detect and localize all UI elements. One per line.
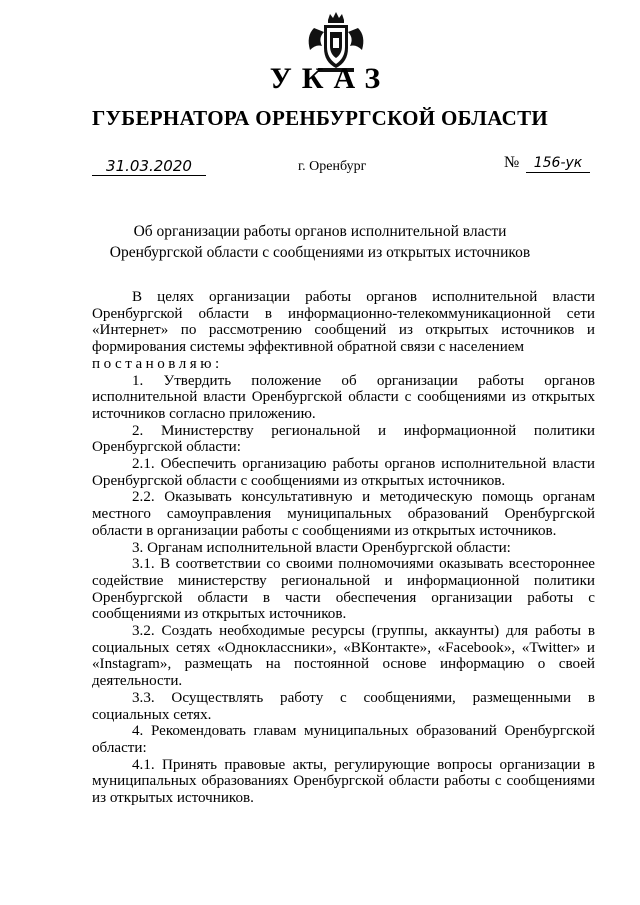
number-field <box>526 150 590 173</box>
paragraph-3-3: 3.3. Осуществлять работу с сообщениями, размещенными в социальных сетях. <box>92 689 595 723</box>
governor-heading: ГУБЕРНАТОРА ОРЕНБУРГСКОЙ ОБЛАСТИ <box>91 106 549 130</box>
postanovlyayu-line: постановляю: <box>92 355 223 372</box>
date-field <box>92 153 206 176</box>
city-label: г. Оренбург <box>298 159 367 174</box>
title-line-2: Оренбургской области с сообщениями из открытых источников <box>109 244 531 261</box>
decree-number: 156-ук <box>533 155 583 171</box>
number-sign: № <box>504 154 520 171</box>
paragraph-2-2: 2.2. Оказывать консультативную и методическую помощь органам местного самоуправления муниципальных образований Оренбургской области в организации работы с сообщениями из открытых источников. <box>92 489 595 539</box>
paragraph-4-1: 4.1. Принять правовые акты, регулирующие вопросы организации в муниципальных образованиях Оренбургской области работы с сообщениями из открытых источников. <box>92 756 595 807</box>
paragraph-3-1: 3.1. В соответствии со своими полномочиями оказывать всестороннее содействие министерству региональной и информационной политики Оренбургской области в части обеспечения организации работы с сообщениями из открытых источников. <box>92 556 595 623</box>
paragraph-3-2: 3.2. Создать необходимые ресурсы (группы, аккаунты) для работы в социальных сетях «Одноклассники», «ВКонтакте», «Facebook», «Twitter» и «Instagram», размещать на постоянной основе информацию о своей деятельности. <box>92 623 595 690</box>
decree-body <box>92 289 595 807</box>
paragraph-2: 2. Министерству региональной и информационной политики Оренбургской области: <box>92 422 595 456</box>
paragraph-4: 4. Рекомендовать главам муниципальных образований Оренбургской области: <box>92 723 595 756</box>
decree-heading: УКАЗ <box>269 62 391 95</box>
decree-title <box>0 221 640 263</box>
decree-date: 31.03.2020 <box>106 157 192 175</box>
paragraph-2-1: 2.1. Обеспечить организацию работы органов исполнительной власти Оренбургской области с сообщениями из открытых источников. <box>92 456 595 489</box>
title-line-1: Об организации работы органов исполнительной власти <box>133 223 507 240</box>
paragraph-1: 1. Утвердить положение об организации работы органов исполнительной власти Оренбургской области с сообщениями из открытых источников согласно приложению. <box>92 372 595 422</box>
paragraph-3: 3. Органам исполнительной власти Оренбургской области: <box>132 539 511 556</box>
preamble-paragraph: В целях организации работы органов исполнительной власти Оренбургской области в информационно-телекоммуникационной сети «Интернет» по рассмотрению сообщений из открытых источников и формирования системы эффективной обратной связи с населением <box>92 289 595 356</box>
